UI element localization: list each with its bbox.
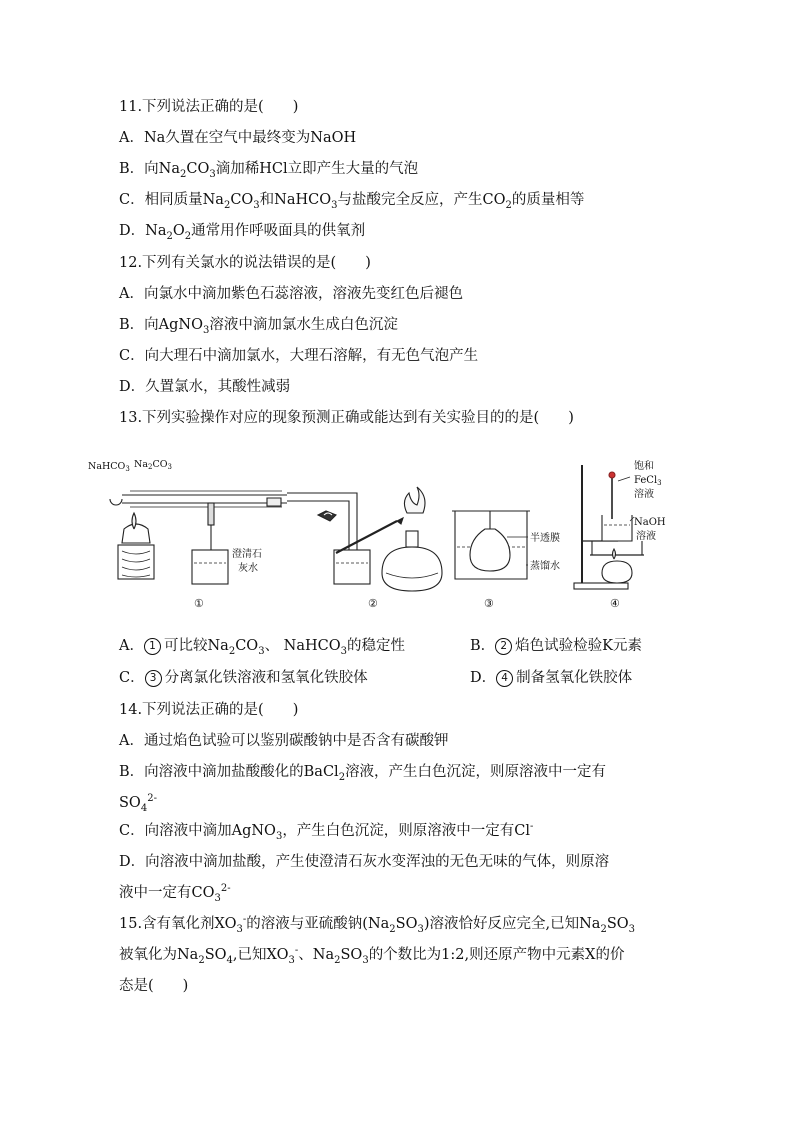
q13-experiment-figure bbox=[82, 455, 682, 615]
q12-stem: 12.下列有关氯水的说法错误的是( ) bbox=[119, 255, 371, 271]
q12-option-c: C．向大理石中滴加氯水，大理石溶解，有无色气泡产生 bbox=[119, 348, 479, 364]
label-naoh-solution: 溶液 bbox=[636, 531, 656, 542]
label-na2co3: $Na_2CO_3$ bbox=[134, 459, 172, 471]
q15-line3: 态是( ) bbox=[119, 978, 189, 994]
label-naoh: NaOH bbox=[634, 517, 666, 528]
q14-option-b-line1: B．向溶液中滴加盐酸酸化的BaCl$_2$溶液，产生白色沉淀，则原溶液中一定有 bbox=[119, 764, 607, 783]
q14-option-d-line2: 液中一定有$CO_3^{2-}$ bbox=[119, 883, 231, 904]
figure-number-3: ③ bbox=[484, 597, 494, 610]
label-semipermeable-membrane: 半透膜 bbox=[530, 533, 560, 544]
circled-number: 4 bbox=[496, 670, 513, 687]
label-nahco3: NaHCO$_3$ bbox=[88, 461, 130, 473]
q13-stem: 13.下列实验操作对应的现象预测正确或能达到有关实验目的的是( ) bbox=[119, 410, 574, 426]
q11-option-c: C．相同质量$Na_2CO_3$和NaHCO$_3$与盐酸完全反应，产生$CO_2$的质量相等 bbox=[119, 192, 585, 211]
q13-option-d: D． 4 制备氢氧化铁胶体 bbox=[470, 670, 633, 686]
figure-number-2: ② bbox=[368, 597, 378, 610]
label-limewater-line2: 灰水 bbox=[238, 563, 258, 574]
q11-option-a: A．Na久置在空气中最终变为NaOH bbox=[119, 130, 357, 146]
q11-option-b: B．向$Na_2CO_3$滴加稀HCl立即产生大量的气泡 bbox=[119, 161, 419, 180]
q14-option-c: C．向溶液中滴加AgNO$_3$，产生白色沉淀，则原溶液中一定有Cl- bbox=[119, 821, 534, 842]
q14-option-a: A．通过焰色试验可以鉴别碳酸钠中是否含有碳酸钾 bbox=[119, 733, 449, 749]
q12-option-b: B．向AgNO$_3$溶液中滴加氯水生成白色沉淀 bbox=[119, 317, 398, 336]
q13-option-c: C． 3 分离氯化铁溶液和氢氧化铁胶体 bbox=[119, 670, 368, 686]
q12-option-a: A．向氯水中滴加紫色石蕊溶液，溶液先变红色后褪色 bbox=[119, 286, 463, 302]
q12-option-d: D．久置氯水，其酸性减弱 bbox=[119, 379, 291, 395]
circled-number: 2 bbox=[495, 638, 512, 655]
label-fecl3: FeCl$_3$ bbox=[634, 475, 662, 487]
label-limewater-line1: 澄清石 bbox=[232, 549, 262, 560]
q14-option-d-line1: D．向溶液中滴加盐酸，产生使澄清石灰水变浑浊的无色无味的气体，则原溶 bbox=[119, 854, 610, 870]
label-fecl3-solution: 溶液 bbox=[634, 489, 654, 500]
circled-number: 3 bbox=[145, 670, 162, 687]
q11-option-d: D．$Na_2O_2$通常用作呼吸面具的供氧剂 bbox=[119, 223, 366, 242]
figure-number-4: ④ bbox=[610, 597, 620, 610]
q13-option-a: A． 1 可比较$Na_2CO_3$、 NaHCO$_3$的稳定性 bbox=[119, 638, 406, 657]
q14-option-b-line2: $SO_4^{2-}$ bbox=[119, 793, 157, 814]
apparatus-3-dialysis bbox=[452, 511, 530, 579]
q15-line1: 15.含有氧化剂$XO_3^-$的溶液与亚硫酸钠$(Na_2SO_3)$溶液恰好反应完全,已知$Na_2SO_3$ bbox=[119, 914, 636, 935]
q11-stem: 11.下列说法正确的是( ) bbox=[119, 99, 299, 115]
circled-number: 1 bbox=[144, 638, 161, 655]
q14-stem: 14.下列说法正确的是( ) bbox=[119, 702, 299, 718]
q13-option-b: B． 2 焰色试验检验K元素 bbox=[470, 638, 642, 654]
figure-number-1: ① bbox=[194, 597, 204, 610]
label-saturated: 饱和 bbox=[634, 461, 654, 472]
label-distilled-water: 蒸馏水 bbox=[530, 561, 560, 572]
q15-line2: 被氧化为$Na_2SO_4$,已知$XO_3^-$、$Na_2SO_3$的个数比为1:2,则还原产物中元素X的价 bbox=[119, 945, 625, 966]
